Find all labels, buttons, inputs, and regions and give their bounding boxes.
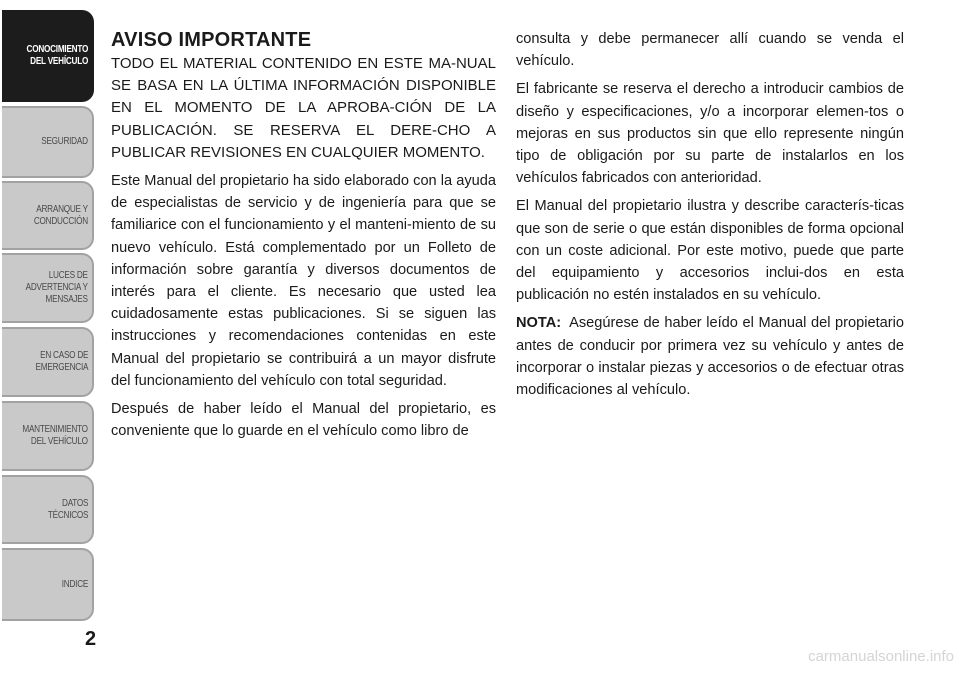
tab-arranque-y-conduccion[interactable] — [2, 181, 94, 250]
body-paragraph: El fabricante se reserva el derecho a introducir cambios de diseño y especificaciones, y/o a incorporar elemen-tos o mejoras en sus productos sin que ello represente ningún tipo de obligación por su parte de instalarlos en los vehículos fabricados con anterioridad. — [516, 81, 904, 187]
right-column — [516, 28, 904, 407]
body-paragraph: Después de haber leído el Manual del propietario, es conveniente que lo guarde en el vehículo como libro de — [111, 401, 496, 440]
note-label: NOTA: — [516, 315, 562, 332]
page-number: 2 — [85, 628, 97, 650]
section-heading: AVISO IMPORTANTE — [111, 29, 312, 51]
tab-label: LUCES DE ADVERTENCIA Y MENSAJES — [25, 270, 88, 305]
tab-datos-tecnicos[interactable] — [2, 475, 94, 544]
tab-indice[interactable] — [2, 548, 94, 621]
tab-mantenimiento[interactable] — [2, 401, 94, 471]
tab-label: ARRANQUE Y CONDUCCIÓN — [33, 203, 88, 227]
tab-label: SEGURIDAD — [41, 136, 88, 147]
watermark-text: carmanualsonline.info — [808, 648, 954, 665]
tab-seguridad[interactable] — [2, 106, 94, 178]
caps-notice-paragraph: TODO EL MATERIAL CONTENIDO EN ESTE MA-NUAL SE BASA EN LA ÚLTIMA INFORMACIÓN DISPONIBLE EN EL MOMENTO DE LA APROBA-CIÓN DE LA PUBLICACIÓN. SE RESERVA EL DERE-CHO A PUBLICAR REVISIONES EN CUALQUIER MOMENTO. — [111, 55, 496, 161]
tab-label: MANTENIMIENTO DEL VEHÍCULO — [22, 424, 88, 447]
tab-label: EN CASO DE EMERGENCIA — [35, 350, 88, 373]
tab-label: CONOCIMIENTO DEL VEHÍCULO — [26, 44, 88, 67]
note-text: Asegúrese de haber leído el Manual del propietario antes de conducir por primera vez su vehículo y antes de incorporar o instalar piezas y accesorios o de efectuar otras modificaciones al vehículo. — [516, 315, 904, 399]
body-paragraph: Este Manual del propietario ha sido elaborado con la ayuda de especialistas de servicio y de ingeniería para que se familiarice con el funcionamiento y el manteni-miento de su nuevo vehículo. Está complementado por un Folleto de información sobre garantía y diversos documentos de interés para el cliente. Es necesario que usted lea cuidadosamente estas publicaciones. Si se siguen las instrucciones y recomendaciones contenidas en este Manual del propietario se contribuirá a un mayor disfrute del funcionamiento del vehículo con total seguridad. — [111, 173, 496, 389]
left-column — [111, 28, 496, 448]
tab-luces-de-advertencia[interactable] — [2, 253, 94, 323]
tab-conocimiento-del-vehiculo[interactable] — [2, 10, 94, 102]
tab-label: DATOS TÉCNICOS — [47, 497, 88, 521]
tab-en-caso-de-emergencia[interactable] — [2, 327, 94, 397]
tab-label: INDICE — [61, 578, 88, 590]
note-paragraph — [516, 312, 904, 401]
section-tabs — [0, 0, 100, 678]
body-paragraph: consulta y debe permanecer allí cuando se venda el vehículo. — [516, 31, 904, 70]
body-paragraph: El Manual del propietario ilustra y describe caracterís-ticas que son de serie o que están disponibles de forma opcional con un coste adicional. Por este motivo, puede que parte del equipamiento y accesorios inclui-dos en esta publicación no estén instalados en su vehículo. — [516, 198, 904, 304]
